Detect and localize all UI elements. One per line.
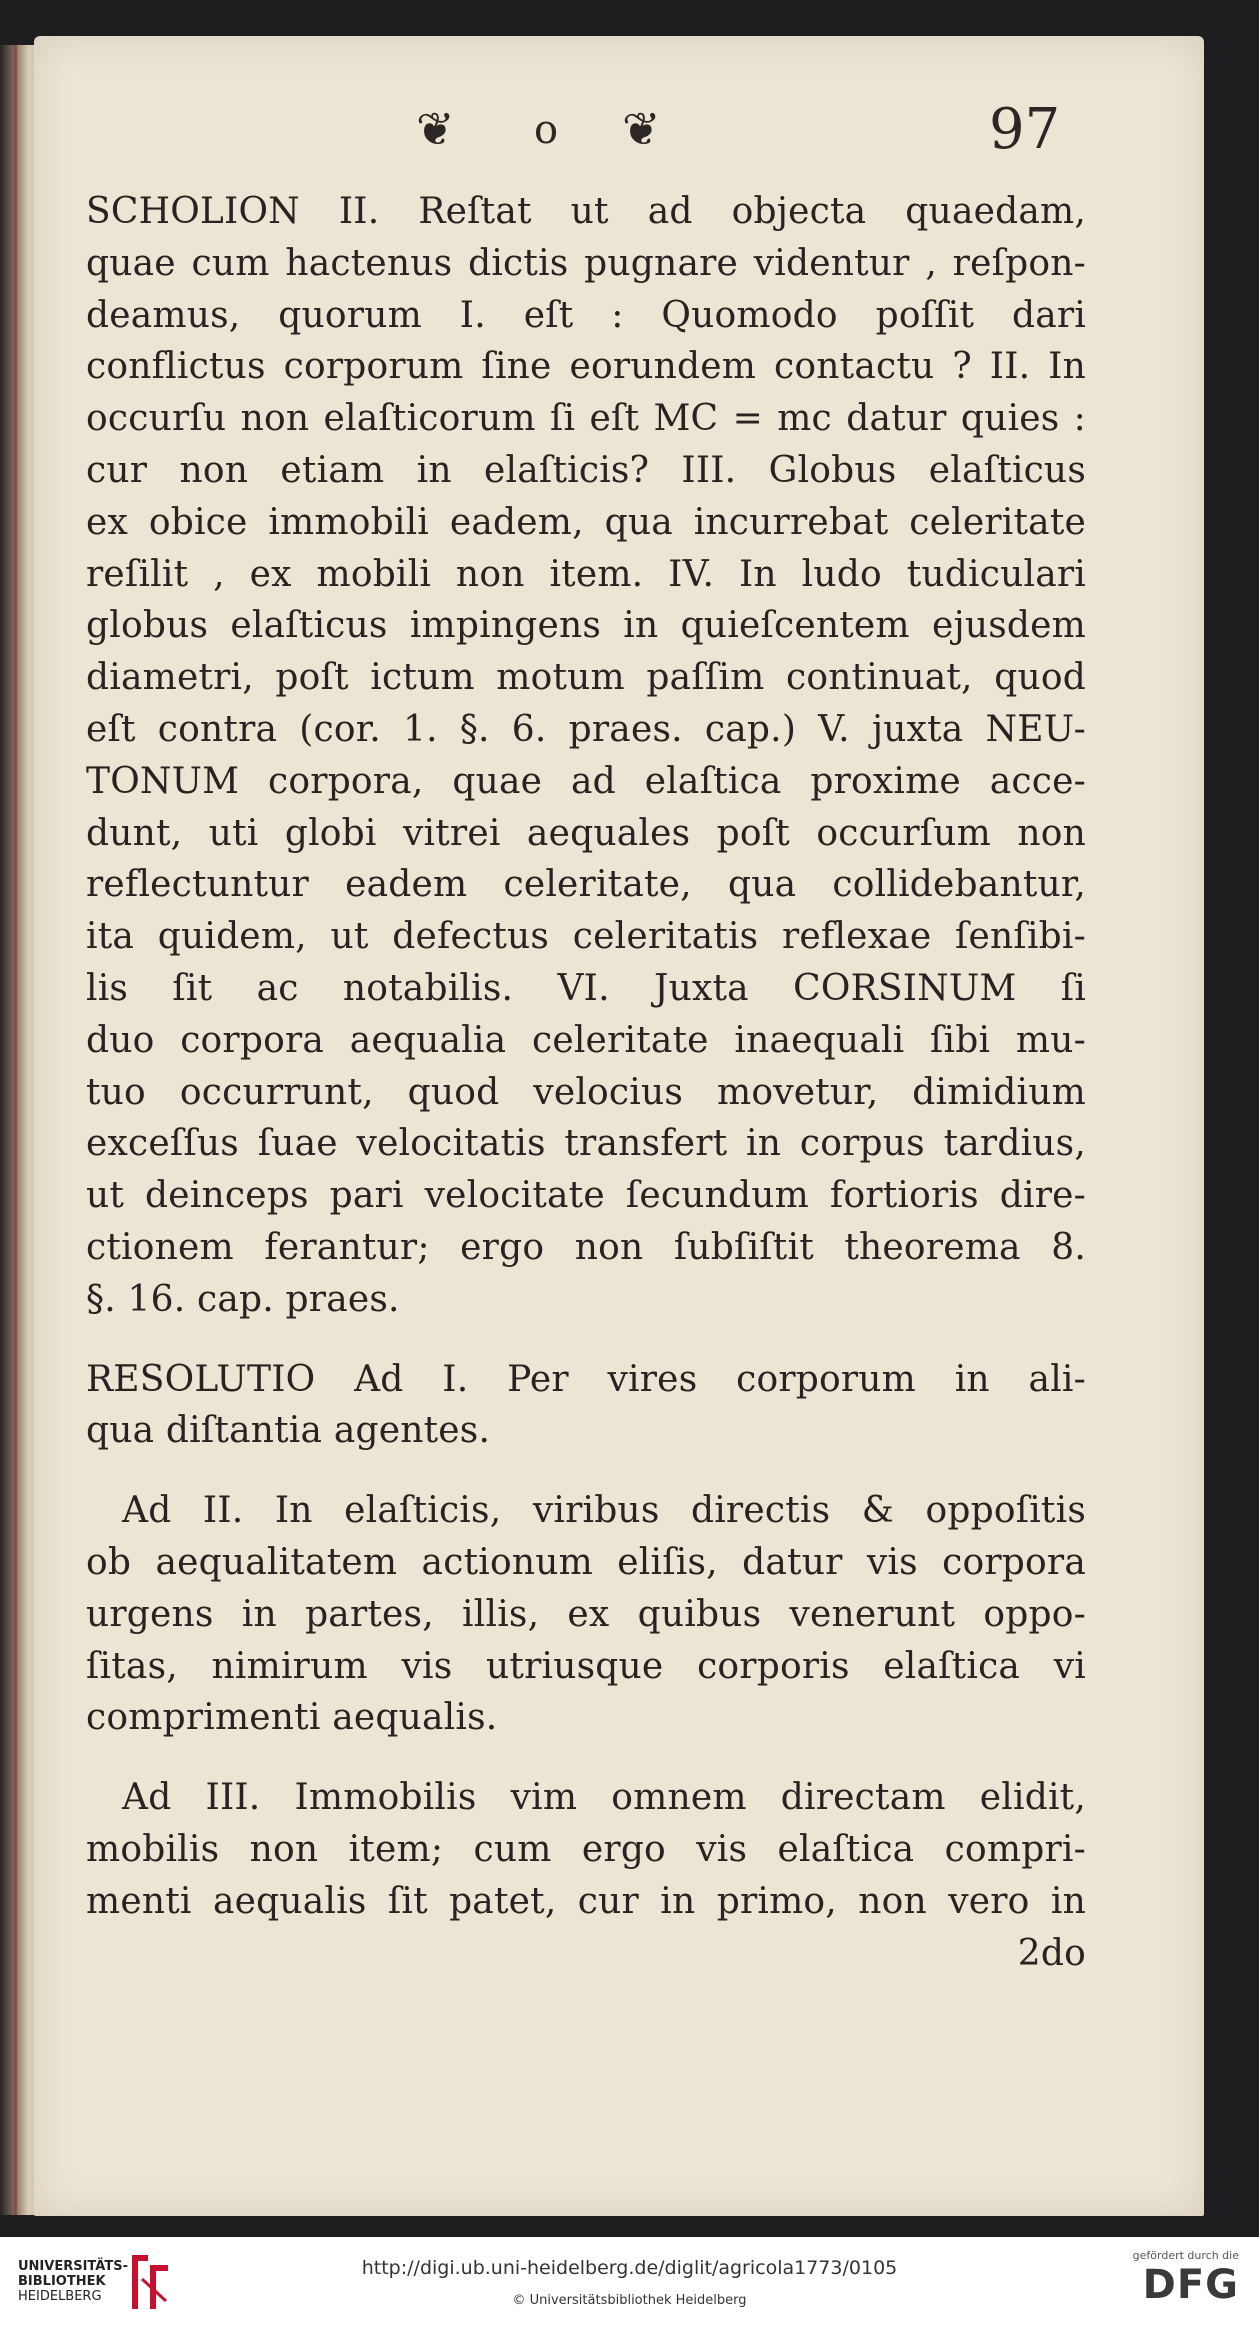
text-line: ſitas, nimirum vis utriusque corporis elaſtica vi [86, 1645, 1086, 1687]
header-center-mark: o [534, 107, 559, 153]
text-line: diametri, poſt ictum motum paſſim continuat, quod [86, 657, 1086, 699]
text-line: duo corpora aequalia celeritate inaequali ſibi mu- [86, 1019, 1086, 1061]
ornament-left-icon: ❦ [416, 102, 455, 156]
library-name-line3: HEIDELBERG [18, 2289, 102, 2304]
text-line: Ad III. Immobilis vim omnem directam elidit, [122, 1777, 1086, 1819]
text-line: SCHOLION II. Reſtat ut ad objecta quaedam, [86, 191, 1086, 232]
text-line: urgens in partes, illis, ex quibus venerunt oppo- [86, 1593, 1086, 1635]
ornament-right-icon: ❦ [622, 102, 661, 156]
book-page [34, 36, 1204, 2216]
text-line: TONUM corpora, quae ad elaſtica proxime acce- [86, 760, 1086, 802]
text-line: tuo occurrunt, quod velocius movetur, dimidium [86, 1071, 1086, 1113]
text-line: cur non etiam in elaſticis? III. Globus elaſticus [86, 449, 1086, 491]
text-line: dunt, uti globi vitrei aequales poſt occurſum non [86, 812, 1086, 854]
copyright-text: © Universitätsbibliothek Heidelberg [512, 2293, 747, 2308]
dfg-note: gefördert durch die [1132, 2249, 1239, 2262]
text-line: Ad II. In elaſticis, viribus directis & oppoſitis [122, 1490, 1086, 1532]
text-line: qua diſtantia agentes. [86, 1410, 491, 1452]
text-line: comprimenti aequalis. [86, 1697, 498, 1739]
text-line: ut deinceps pari velocitate ſecundum fortioris dire- [86, 1175, 1086, 1217]
library-name-line2: BIBLIOTHEK [18, 2274, 106, 2289]
text-line: reſilit , ex mobili non item. IV. In ludo tudiculari [86, 553, 1086, 595]
text-line: ob aequalitatem actionum eliſis, datur vis corpora [86, 1541, 1086, 1583]
text-line: ita quidem, ut defectus celeritatis reflexae ſenſibi- [86, 916, 1086, 958]
text-line: §. 16. cap. praes. [86, 1278, 400, 1320]
text-line: quae cum hactenus dictis pugnare videntur , reſpon- [86, 242, 1086, 284]
text-line: RESOLUTIO Ad I. Per vires corporum in ali- [86, 1358, 1086, 1400]
page-number: 97 [989, 97, 1061, 162]
text-line: reflectuntur eadem celeritate, qua collidebantur, [86, 864, 1086, 906]
page-header [34, 92, 1204, 182]
body-text [86, 186, 1086, 1979]
text-line: eſt contra (cor. 1. §. 6. praes. cap.) V. juxta NEU- [86, 708, 1086, 750]
text-line: menti aequalis ſit patet, cur in primo, non vero in [86, 1880, 1086, 1922]
text-line: deamus, quorum I. eſt : Quomodo poſſit dari [86, 294, 1086, 336]
paragraph-gap [86, 1457, 1086, 1485]
text-line: exceſſus ſuae velocitatis transfert in corpus tardius, [86, 1123, 1086, 1165]
source-url-link[interactable]: http://digi.ub.uni-heidelberg.de/diglit/agricola1773/0105 [361, 2257, 898, 2279]
paragraph-gap [86, 1326, 1086, 1354]
text-line: ctionem ferantur; ergo non ſubſiſtit theorema 8. [86, 1226, 1086, 1268]
text-line: globus elaſticus impingens in quieſcentem ejusdem [86, 605, 1086, 647]
text-line: 2do [1017, 1932, 1086, 1974]
text-line: mobilis non item; cum ergo vis elaſtica compri- [86, 1828, 1086, 1870]
dfg-logo: DFG [1142, 2262, 1239, 2308]
paragraph-gap [86, 1744, 1086, 1772]
text-line: lis ſit ac notabilis. VI. Juxta CORSINUM ſi [86, 967, 1086, 1009]
footer-bar [0, 2237, 1259, 2327]
text-line: conflictus corporum ſine eorundem contactu ? II. In [86, 346, 1086, 388]
text-line: occurſu non elaſticorum ſi eſt MC = mc datur quies : [86, 398, 1086, 440]
binding-thread [14, 45, 17, 2215]
library-name-line1: UNIVERSITÄTS- [18, 2259, 128, 2274]
text-line: ex obice immobili eadem, qua incurrebat celeritate [86, 501, 1086, 543]
